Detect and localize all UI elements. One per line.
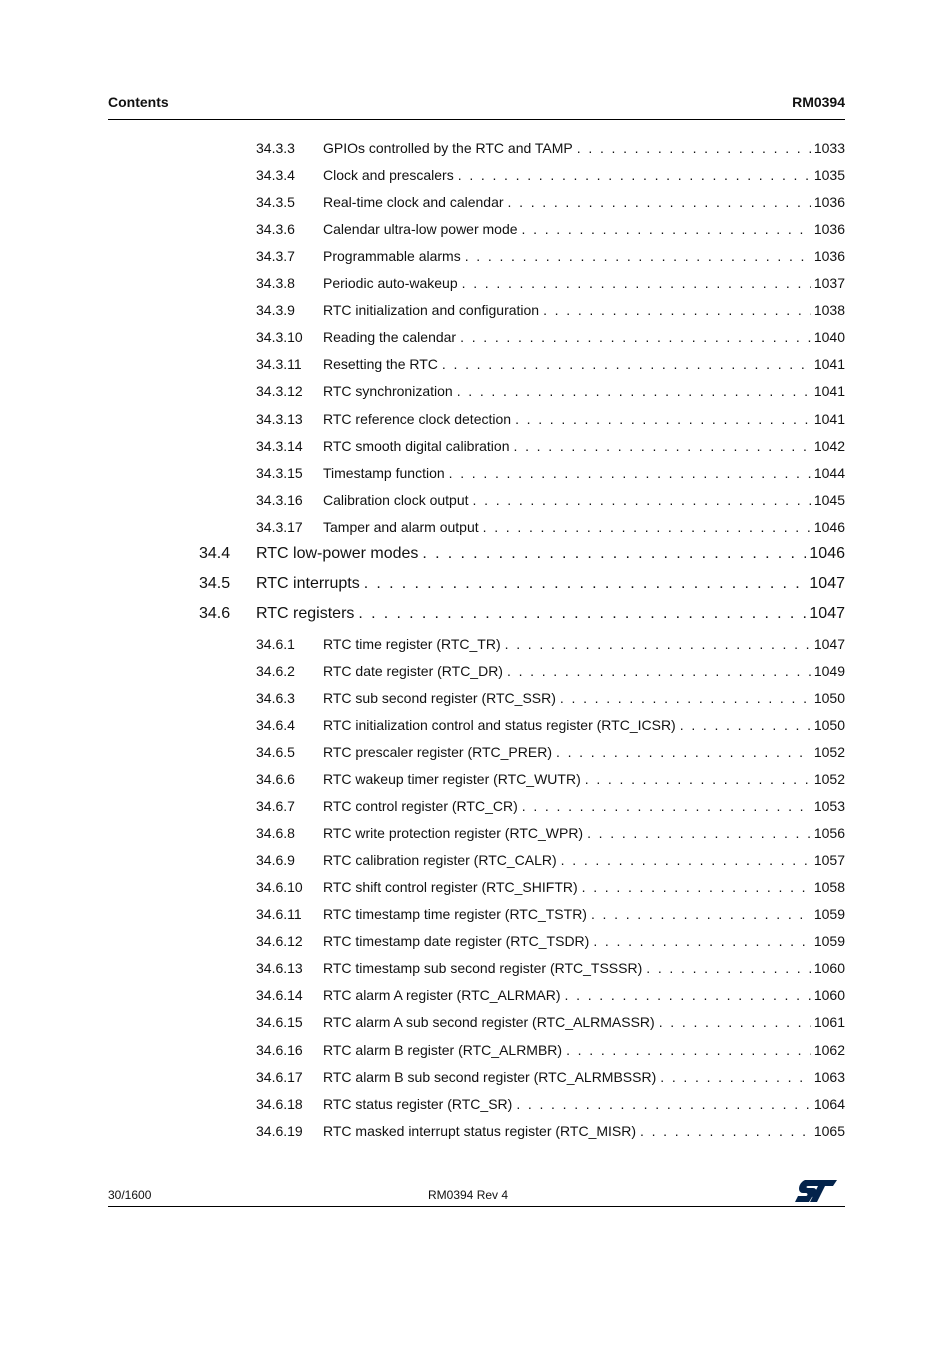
toc-dot-leader xyxy=(591,906,811,922)
toc-section-entry[interactable] xyxy=(0,575,952,605)
toc-entry-title: RTC control register (RTC_CR) xyxy=(323,798,518,815)
toc-subsection-entry[interactable] xyxy=(0,960,952,987)
toc-dot-leader xyxy=(422,545,806,563)
toc-section-entry[interactable] xyxy=(0,545,952,575)
toc-entry-number: 34.6.17 xyxy=(256,1068,303,1085)
toc-entry-title: RTC synchronization xyxy=(323,383,453,400)
toc-entry-title: Calibration clock output xyxy=(323,491,469,508)
toc-subsection-entry[interactable] xyxy=(0,302,952,329)
toc-dot-leader xyxy=(640,1123,811,1139)
toc-dot-leader xyxy=(565,987,811,1003)
toc-entry-number: 34.3.5 xyxy=(256,194,295,211)
toc-dot-leader xyxy=(516,1096,811,1112)
toc-dot-leader xyxy=(660,1069,811,1085)
toc-entry-page: 1060 xyxy=(813,960,845,977)
toc-entry-page: 1041 xyxy=(813,410,845,427)
footer-divider xyxy=(108,1206,845,1207)
toc-entry-page: 1047 xyxy=(809,604,845,622)
toc-entry-title: RTC prescaler register (RTC_PRER) xyxy=(323,743,552,760)
toc-entry-page: 1044 xyxy=(813,464,845,481)
toc-dot-leader xyxy=(514,438,811,454)
toc-entry-number: 34.6.3 xyxy=(256,689,295,706)
toc-dot-leader xyxy=(593,933,811,949)
toc-entry-number: 34.6.2 xyxy=(256,662,295,679)
toc-entry-title: Tamper and alarm output xyxy=(323,518,479,535)
toc-entry-title: RTC timestamp date register (RTC_TSDR) xyxy=(323,933,590,950)
toc-entry-title: RTC interrupts xyxy=(256,574,360,592)
toc-entry-title: RTC write protection register (RTC_WPR) xyxy=(323,825,584,842)
toc-entry-page: 1040 xyxy=(813,329,845,346)
toc-entry-title: RTC wakeup timer register (RTC_WUTR) xyxy=(323,771,581,787)
toc-entry-number: 34.6.8 xyxy=(256,825,295,842)
toc-dot-leader xyxy=(659,1014,811,1030)
toc-subsection-entry[interactable] xyxy=(0,329,952,356)
toc-entry-number: 34.4 xyxy=(199,544,231,562)
toc-subsection-entry[interactable] xyxy=(0,438,952,465)
toc-entry-number: 34.3.9 xyxy=(256,302,295,319)
toc-subsection-entry[interactable] xyxy=(0,771,952,798)
toc-entry-page: 1059 xyxy=(813,933,845,950)
toc-entry-page: 1036 xyxy=(813,248,845,265)
toc-entry-title: RTC timestamp sub second register (RTC_TSSSR) xyxy=(323,960,643,977)
toc-dot-leader xyxy=(522,798,811,814)
toc-subsection-entry[interactable] xyxy=(0,248,952,275)
toc-entry-number: 34.3.3 xyxy=(256,140,295,156)
toc-entry-page: 1053 xyxy=(813,798,845,815)
toc-subsection-entry[interactable] xyxy=(0,1042,952,1069)
toc-dot-leader xyxy=(582,879,811,895)
toc-subsection-entry[interactable] xyxy=(0,221,952,248)
toc-subsection-entry[interactable] xyxy=(0,636,952,663)
toc-dot-leader xyxy=(560,690,811,706)
toc-entry-number: 34.6.14 xyxy=(256,987,303,1004)
toc-entry-number: 34.3.8 xyxy=(256,275,295,292)
toc-subsection-entry[interactable] xyxy=(0,798,952,825)
toc-entry-number: 34.6.6 xyxy=(256,771,295,787)
toc-dot-leader xyxy=(507,663,811,679)
toc-dot-leader xyxy=(522,221,811,237)
toc-entry-number: 34.3.10 xyxy=(256,329,303,346)
toc-entry-title: RTC alarm A register (RTC_ALRMAR) xyxy=(323,987,561,1004)
toc-entry-page: 1047 xyxy=(809,574,845,592)
toc-subsection-entry[interactable] xyxy=(0,167,952,194)
toc-entry-title: RTC timestamp time register (RTC_TSTR) xyxy=(323,906,587,923)
toc-entry-title: Reading the calendar xyxy=(323,329,457,346)
toc-entry-page: 1063 xyxy=(813,1068,845,1085)
toc-entry-page: 1050 xyxy=(813,689,845,706)
toc-subsection-entry[interactable] xyxy=(0,987,952,1014)
toc-entry-number: 34.6.18 xyxy=(256,1095,303,1112)
toc-dot-leader xyxy=(473,492,811,508)
toc-dot-leader xyxy=(457,383,811,399)
toc-entry-page: 1052 xyxy=(813,743,845,760)
toc-entry-title: RTC masked interrupt status register (RTC_MISR) xyxy=(323,1122,637,1139)
toc-subsection-entry[interactable] xyxy=(0,465,952,492)
toc-entry-number: 34.6.12 xyxy=(256,933,303,950)
toc-entry-number: 34.6.13 xyxy=(256,960,303,977)
toc-entry-title: Programmable alarms xyxy=(323,248,461,265)
toc-entry-page: 1046 xyxy=(809,544,845,562)
toc-dot-leader xyxy=(577,140,811,156)
toc-entry-number: 34.6.10 xyxy=(256,879,303,896)
toc-entry-number: 34.3.7 xyxy=(256,248,295,265)
footer-page-number: 30/1600 xyxy=(108,1188,152,1202)
header-section-label: Contents xyxy=(108,94,169,110)
toc-entry-title: RTC alarm B sub second register (RTC_ALRMBSSR) xyxy=(323,1068,657,1085)
toc-entry-page: 1059 xyxy=(813,906,845,923)
toc-subsection-entry[interactable] xyxy=(0,492,952,519)
toc-entry-number: 34.3.17 xyxy=(256,518,303,535)
toc-entry-title: RTC time register (RTC_TR) xyxy=(323,635,501,652)
toc-entry-number: 34.3.16 xyxy=(256,491,303,508)
toc-dot-leader xyxy=(465,248,811,264)
toc-entry-title: Clock and prescalers xyxy=(323,167,454,184)
toc-entry-page: 1038 xyxy=(813,302,845,319)
toc-subsection-entry[interactable] xyxy=(0,1069,952,1096)
toc-entry-title: GPIOs controlled by the RTC and TAMP xyxy=(323,140,573,156)
toc-entry-number: 34.6.1 xyxy=(256,635,295,652)
toc-entry-page: 1050 xyxy=(813,716,845,733)
toc-subsection-entry[interactable] xyxy=(0,825,952,852)
toc-section-entry[interactable] xyxy=(0,605,952,635)
toc-entry-number: 34.3.6 xyxy=(256,221,295,238)
toc-subsection-entry[interactable] xyxy=(0,356,952,383)
toc-dot-leader xyxy=(556,744,811,760)
toc-subsection-entry[interactable] xyxy=(0,663,952,690)
toc-entry-page: 1049 xyxy=(813,662,845,679)
toc-entry-number: 34.3.11 xyxy=(256,356,302,373)
toc-entry-number: 34.6.7 xyxy=(256,798,295,815)
toc-entry-page: 1058 xyxy=(813,879,845,896)
toc-dot-leader xyxy=(680,717,811,733)
toc-entry-number: 34.6.5 xyxy=(256,743,295,760)
toc-entry-page: 1047 xyxy=(813,635,845,652)
toc-entry-title: Calendar ultra-low power mode xyxy=(323,221,518,238)
toc-entry-page: 1036 xyxy=(813,221,845,238)
toc-entry-number: 34.6.19 xyxy=(256,1122,303,1139)
toc-entry-title: RTC initialization and configuration xyxy=(323,302,540,319)
toc-dot-leader xyxy=(585,771,811,787)
toc-dot-leader xyxy=(358,605,806,623)
toc-subsection-entry[interactable] xyxy=(0,717,952,744)
toc-entry-page: 1045 xyxy=(813,491,845,508)
toc-entry-page: 1061 xyxy=(813,1014,845,1031)
toc-entry-title: RTC smooth digital calibration xyxy=(323,437,510,454)
toc-entry-number: 34.3.15 xyxy=(256,464,303,481)
toc-entry-page: 1041 xyxy=(813,383,845,400)
toc-entry-number: 34.6.16 xyxy=(256,1041,303,1058)
toc-dot-leader xyxy=(561,852,811,868)
toc-dot-leader xyxy=(364,575,807,593)
toc-dot-leader xyxy=(508,194,811,210)
header-divider xyxy=(108,119,845,120)
toc-entry-page: 1036 xyxy=(813,194,845,211)
toc-subsection-entry[interactable] xyxy=(0,411,952,438)
toc-entry-page: 1037 xyxy=(813,275,845,292)
toc-entry-title: RTC low-power modes xyxy=(256,544,419,562)
toc-subsection-entry[interactable] xyxy=(0,383,952,410)
toc-entry-page: 1065 xyxy=(813,1122,845,1139)
toc-entry-title: RTC calibration register (RTC_CALR) xyxy=(323,852,557,869)
toc-entry-number: 34.6.9 xyxy=(256,852,295,869)
toc-entry-number: 34.6.4 xyxy=(256,716,295,733)
toc-entry-page: 1057 xyxy=(813,852,845,869)
toc-subsection-entry[interactable] xyxy=(0,852,952,879)
toc-entry-title: Timestamp function xyxy=(323,464,445,481)
toc-subsection-entry[interactable] xyxy=(0,194,952,221)
toc-dot-leader xyxy=(587,825,811,841)
toc-entry-title: Real-time clock and calendar xyxy=(323,194,504,211)
toc-entry-title: RTC shift control register (RTC_SHIFTR) xyxy=(323,879,578,896)
toc-entry-title: Periodic auto-wakeup xyxy=(323,275,458,292)
toc-entry-page: 1042 xyxy=(813,437,845,454)
toc-entry-number: 34.6 xyxy=(199,604,231,622)
toc-entry-title: RTC registers xyxy=(256,604,355,622)
toc-entry-number: 34.6.15 xyxy=(256,1014,303,1031)
toc-entry-title: RTC date register (RTC_DR) xyxy=(323,662,503,679)
toc-entry-page: 1046 xyxy=(813,518,845,535)
toc-subsection-entry[interactable] xyxy=(0,1123,952,1150)
toc-subsection-entry[interactable] xyxy=(0,879,952,906)
toc-entry-number: 34.3.14 xyxy=(256,437,303,454)
toc-entry-page: 1064 xyxy=(813,1095,845,1112)
toc-entry-page: 1052 xyxy=(813,771,845,787)
toc-subsection-entry[interactable] xyxy=(0,519,952,546)
toc-entry-page: 1060 xyxy=(813,987,845,1004)
toc-subsection-entry[interactable] xyxy=(0,1096,952,1123)
toc-subsection-entry[interactable] xyxy=(0,933,952,960)
toc-entry-page: 1062 xyxy=(813,1041,845,1058)
toc-entry-number: 34.3.4 xyxy=(256,167,295,184)
toc-entry-page: 1033 xyxy=(813,140,845,156)
toc-entry-title: RTC sub second register (RTC_SSR) xyxy=(323,689,556,706)
toc-entry-page: 1041 xyxy=(813,356,845,373)
toc-dot-leader xyxy=(566,1042,811,1058)
toc-entry-title: RTC initialization control and status register (RTC_ICSR) xyxy=(323,716,676,733)
toc-subsection-entry[interactable] xyxy=(0,275,952,302)
toc-dot-leader xyxy=(515,411,811,427)
toc-subsection-entry[interactable] xyxy=(0,906,952,933)
toc-dot-leader xyxy=(449,465,811,481)
toc-dot-leader xyxy=(646,960,811,976)
toc-entry-title: RTC status register (RTC_SR) xyxy=(323,1095,513,1112)
toc-entry-number: 34.6.11 xyxy=(256,906,302,923)
toc-entry-number: 34.5 xyxy=(199,574,231,592)
toc-entry-title: RTC alarm A sub second register (RTC_ALRMASSR) xyxy=(323,1014,655,1031)
toc-dot-leader xyxy=(460,329,811,345)
toc-dot-leader xyxy=(442,356,811,372)
toc-dot-leader xyxy=(505,636,811,652)
toc-entry-title: Resetting the RTC xyxy=(323,356,438,373)
toc-subsection-entry[interactable] xyxy=(0,744,952,771)
toc-entry-number: 34.3.12 xyxy=(256,383,303,400)
toc-dot-leader xyxy=(483,519,811,535)
toc-entry-page: 1056 xyxy=(813,825,845,842)
toc-dot-leader xyxy=(543,302,811,318)
toc-entry-title: RTC reference clock detection xyxy=(323,410,512,427)
header-document-id: RM0394 xyxy=(792,94,845,110)
toc-entry-page: 1035 xyxy=(813,167,845,184)
toc-entry-title: RTC alarm B register (RTC_ALRMBR) xyxy=(323,1041,563,1058)
toc-subsection-entry[interactable] xyxy=(0,1014,952,1041)
st-logo-icon xyxy=(793,1178,839,1204)
toc-subsection-entry[interactable] xyxy=(0,690,952,717)
toc-dot-leader xyxy=(458,167,811,183)
footer-document-revision: RM0394 Rev 4 xyxy=(428,1188,509,1202)
toc-dot-leader xyxy=(462,275,811,291)
toc-entry-number: 34.3.13 xyxy=(256,410,303,427)
toc-subsection-entry[interactable] xyxy=(0,140,952,167)
